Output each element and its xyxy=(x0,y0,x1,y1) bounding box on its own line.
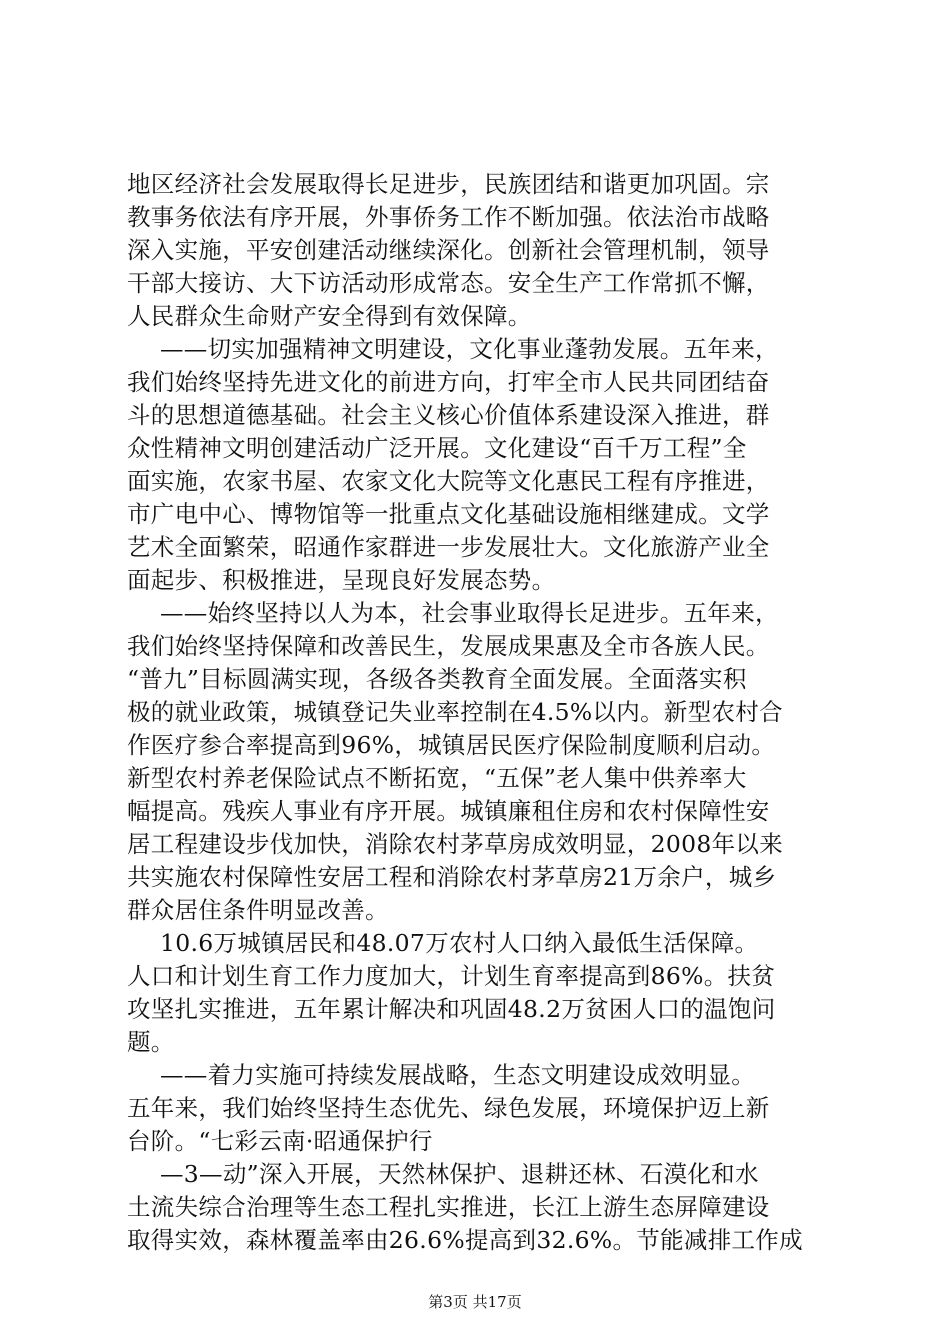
text-line: 人口和计划生育工作力度加大，计划生育率提高到86%。扶贫 xyxy=(127,962,776,990)
text-line: 教事务依法有序开展，外事侨务工作不断加强。依法治市战略 xyxy=(127,203,770,231)
paragraph-start-line: ——切实加强精神文明建设，文化事业蓬勃发展。五年来， xyxy=(160,335,779,363)
text-line: 面实施，农家书屋、农家文化大院等文化惠民工程有序推进， xyxy=(127,467,770,495)
paragraph-start-line: 10.6万城镇居民和48.07万农村人口纳入最低生活保障。 xyxy=(160,929,759,957)
text-line: 五年来，我们始终坚持生态优先、绿色发展，环境保护迈上新 xyxy=(127,1094,770,1122)
text-line: 市广电中心、博物馆等一批重点文化基础设施相继建成。文学 xyxy=(127,500,770,528)
text-line: 台阶。“七彩云南·昭通保护行 xyxy=(127,1127,433,1155)
text-line: 我们始终坚持保障和改善民生，发展成果惠及全市各族人民。 xyxy=(127,632,770,660)
text-line: “普九”目标圆满实现，各级各类教育全面发展。全面落实积 xyxy=(127,665,747,693)
text-line: 取得实效，森林覆盖率由26.6%提高到32.6%。节能减排工作成 xyxy=(127,1226,803,1254)
paragraph-start-line: ——着力实施可持续发展战略，生态文明建设成效明显。 xyxy=(160,1061,755,1089)
text-line: 幅提高。残疾人事业有序开展。城镇廉租住房和农村保障性安 xyxy=(127,797,770,825)
text-line: 斗的思想道德基础。社会主义核心价值体系建设深入推进，群 xyxy=(127,401,770,429)
text-line: 面起步、积极推进，呈现良好发展态势。 xyxy=(127,566,556,594)
text-line: 极的就业政策，城镇登记失业率控制在4.5%以内。新型农村合 xyxy=(127,698,783,726)
text-line: 新型农村养老保险试点不断拓宽，“五保”老人集中供养率大 xyxy=(127,764,747,792)
text-line: 地区经济社会发展取得长足进步，民族团结和谐更加巩固。宗 xyxy=(127,170,770,198)
text-line: 作医疗参合率提高到96%，城镇居民医疗保险制度顺利启动。 xyxy=(127,731,776,759)
text-line: 居工程建设步伐加快，消除农村茅草房成效明显，2008年以来 xyxy=(127,830,784,858)
text-line: 共实施农村保障性安居工程和消除农村茅草房21万余户，城乡 xyxy=(127,863,777,891)
text-line: 土流失综合治理等生态工程扎实推进，长江上游生态屏障建设 xyxy=(127,1193,770,1221)
text-line: 群众居住条件明显改善。 xyxy=(127,896,389,924)
text-line: 众性精神文明创建活动广泛开展。文化建设“百千万工程”全 xyxy=(127,434,747,462)
paragraph-start-line: —3—动”深入开展，天然林保护、退耕还林、石漠化和水 xyxy=(160,1160,759,1188)
text-line: 深入实施，平安创建活动继续深化。创新社会管理机制，领导 xyxy=(127,236,770,264)
text-line: 干部大接访、大下访活动形成常态。安全生产工作常抓不懈， xyxy=(127,269,770,297)
text-line: 艺术全面繁荣，昭通作家群进一步发展壮大。文化旅游产业全 xyxy=(127,533,770,561)
text-line: 人民群众生命财产安全得到有效保障。 xyxy=(127,302,532,330)
paragraph-start-line: ——始终坚持以人为本，社会事业取得长足进步。五年来， xyxy=(160,599,779,627)
text-line: 题。 xyxy=(127,1028,175,1056)
page-number-footer: 第3页 共17页 xyxy=(428,1293,522,1311)
text-line: 我们始终坚持先进文化的前进方向，打牢全市人民共同团结奋 xyxy=(127,368,770,396)
text-line: 攻坚扎实推进，五年累计解决和巩固48.2万贫困人口的温饱问 xyxy=(127,995,776,1023)
